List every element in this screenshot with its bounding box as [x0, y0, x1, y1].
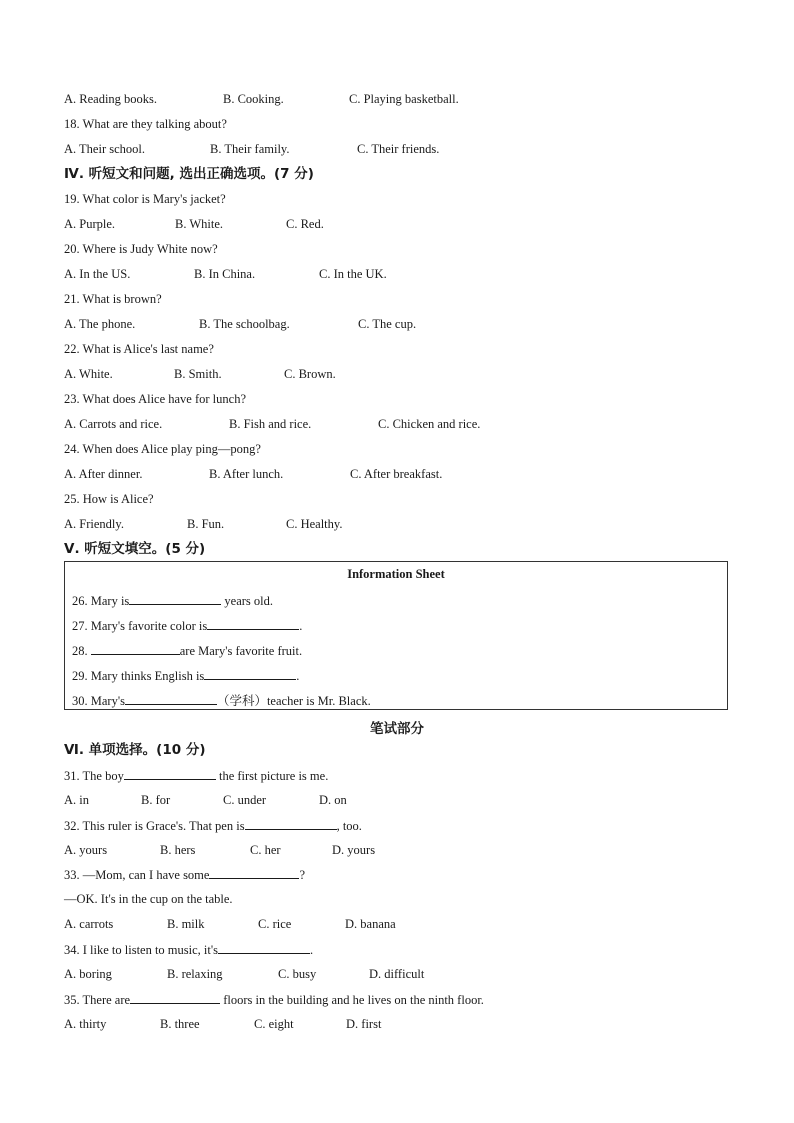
q34-text-post: . — [309, 943, 314, 957]
option-a: A. thirty — [64, 1017, 107, 1031]
q26-text-post: years old. — [221, 594, 274, 608]
q34-blank[interactable] — [218, 941, 310, 954]
option-c: C. busy — [278, 967, 317, 981]
q34-options — [64, 966, 424, 982]
section-6-title: Ⅵ. 单项选择。(10 分) — [64, 742, 206, 758]
q20-question: 20. Where is Judy White now? — [64, 242, 218, 256]
information-sheet — [64, 561, 728, 710]
option-c: C. Red. — [286, 217, 324, 231]
q33-options — [64, 916, 396, 932]
option-b: B. Fish and rice. — [229, 417, 312, 431]
option-c: C. eight — [254, 1017, 294, 1031]
option-c: C. Brown. — [284, 367, 336, 381]
q30-line — [72, 692, 371, 709]
option-a: A. Their school. — [64, 142, 146, 156]
q31-question — [64, 767, 328, 784]
option-c: C. Playing basketball. — [349, 92, 459, 106]
option-b: B. After lunch. — [209, 467, 284, 481]
option-b: B. for — [141, 793, 171, 807]
q32-text-post: , too. — [336, 819, 362, 833]
option-b: B. Smith. — [174, 367, 222, 381]
q25-question: 25. How is Alice? — [64, 492, 154, 506]
option-c: C. Healthy. — [286, 517, 343, 531]
option-a: A. In the US. — [64, 267, 131, 281]
q27-text-post: . — [299, 619, 303, 633]
option-d: D. on — [319, 793, 347, 807]
option-c: C. under — [223, 793, 267, 807]
q27-text-pre: 27. Mary's favorite color is — [72, 619, 208, 633]
option-b: B. In China. — [194, 267, 256, 281]
q31-options — [64, 792, 347, 808]
q33-text-post: ? — [299, 868, 306, 882]
section-4-title: Ⅳ. 听短文和问题, 选出正确选项。(7 分) — [64, 166, 314, 182]
q28-line — [72, 642, 302, 659]
q32-question — [64, 817, 362, 834]
option-b: B. The schoolbag. — [199, 317, 290, 331]
q21-options — [64, 316, 416, 332]
option-a: A. After dinner. — [64, 467, 143, 481]
q31-text-pre: 31. The boy — [64, 769, 124, 783]
q32-options — [64, 842, 375, 858]
option-a: A. The phone. — [64, 317, 136, 331]
option-b: B. White. — [175, 217, 224, 231]
q30-text-pre: 30. Mary's — [72, 694, 125, 708]
option-b: B. Fun. — [187, 517, 225, 531]
q33-text-pre: 33. —Mom, can I have some — [64, 868, 210, 882]
option-b: B. relaxing — [167, 967, 223, 981]
option-a: A. Reading books. — [64, 92, 158, 106]
q19-question: 19. What color is Mary's jacket? — [64, 192, 226, 206]
q35-options — [64, 1016, 381, 1032]
q21-question: 21. What is brown? — [64, 292, 162, 306]
option-d: D. first — [346, 1017, 382, 1031]
section-5-title: Ⅴ. 听短文填空。(5 分) — [64, 541, 206, 557]
q31-text-post: the first picture is me. — [215, 769, 329, 783]
q22-question: 22. What is Alice's last name? — [64, 342, 214, 356]
q23-options — [64, 416, 480, 432]
q29-blank[interactable] — [204, 667, 296, 680]
q33-blank[interactable] — [209, 866, 299, 879]
q20-options — [64, 266, 387, 282]
option-a: A. Purple. — [64, 217, 116, 231]
option-d: D. difficult — [369, 967, 425, 981]
option-c: C. After breakfast. — [350, 467, 443, 481]
option-a: A. Friendly. — [64, 517, 124, 531]
option-a: A. yours — [64, 843, 108, 857]
option-b: B. Cooking. — [223, 92, 284, 106]
q28-text-post: are Mary's favorite fruit. — [179, 644, 303, 658]
q18-options — [64, 141, 439, 157]
q35-blank[interactable] — [130, 991, 220, 1004]
q24-question: 24. When does Alice play ping—pong? — [64, 442, 261, 456]
q28-blank[interactable] — [91, 642, 180, 655]
q26-text-pre: 26. Mary is — [72, 594, 130, 608]
option-a: A. Carrots and rice. — [64, 417, 163, 431]
option-c: C. rice — [258, 917, 292, 931]
option-a: A. in — [64, 793, 89, 807]
q33-reply: —OK. It's in the cup on the table. — [64, 892, 233, 906]
q35-text-pre: 35. There are — [64, 993, 131, 1007]
option-b: B. Their family. — [210, 142, 290, 156]
q33-question — [64, 866, 305, 883]
option-a: A. boring — [64, 967, 112, 981]
option-c: C. In the UK. — [319, 267, 387, 281]
q34-text-pre: 34. I like to listen to music, it's — [64, 943, 218, 957]
option-c: C. Their friends. — [357, 142, 440, 156]
q32-blank[interactable] — [245, 817, 337, 830]
q26-blank[interactable] — [129, 592, 221, 605]
q27-blank[interactable] — [207, 617, 299, 630]
q29-text-pre: 29. Mary thinks English is — [72, 669, 205, 683]
q28-text-pre: 28. — [72, 644, 91, 658]
q25-options — [64, 516, 342, 532]
option-d: D. banana — [345, 917, 396, 931]
option-c: C. her — [250, 843, 281, 857]
option-a: A. carrots — [64, 917, 114, 931]
q19-options — [64, 216, 324, 232]
q26-line — [72, 592, 273, 609]
q29-text-post: . — [296, 669, 300, 683]
information-sheet-title: Information Sheet — [347, 567, 445, 581]
q31-blank[interactable] — [124, 767, 216, 780]
q17-options — [64, 91, 459, 107]
q23-question: 23. What does Alice have for lunch? — [64, 392, 247, 406]
q27-line — [72, 617, 302, 634]
option-a: A. White. — [64, 367, 113, 381]
q35-text-post: floors in the building and he lives on the ninth floor. — [220, 993, 484, 1007]
q18-question: 18. What are they talking about? — [64, 117, 227, 131]
q35-question — [64, 991, 484, 1008]
q30-blank[interactable] — [125, 692, 217, 705]
option-c: C. Chicken and rice. — [378, 417, 481, 431]
q30-text-post: （学科）teacher is Mr. Black. — [216, 694, 371, 708]
q32-text-pre: 32. This ruler is Grace's. That pen is — [64, 819, 245, 833]
option-c: C. The cup. — [358, 317, 417, 331]
q29-line — [72, 667, 299, 684]
option-d: D. yours — [332, 843, 376, 857]
q24-options — [64, 466, 442, 482]
q34-question — [64, 941, 313, 958]
written-part-heading: 笔试部分 — [370, 721, 424, 737]
option-b: B. three — [160, 1017, 200, 1031]
option-b: B. milk — [167, 917, 205, 931]
option-b: B. hers — [160, 843, 196, 857]
q22-options — [64, 366, 336, 382]
